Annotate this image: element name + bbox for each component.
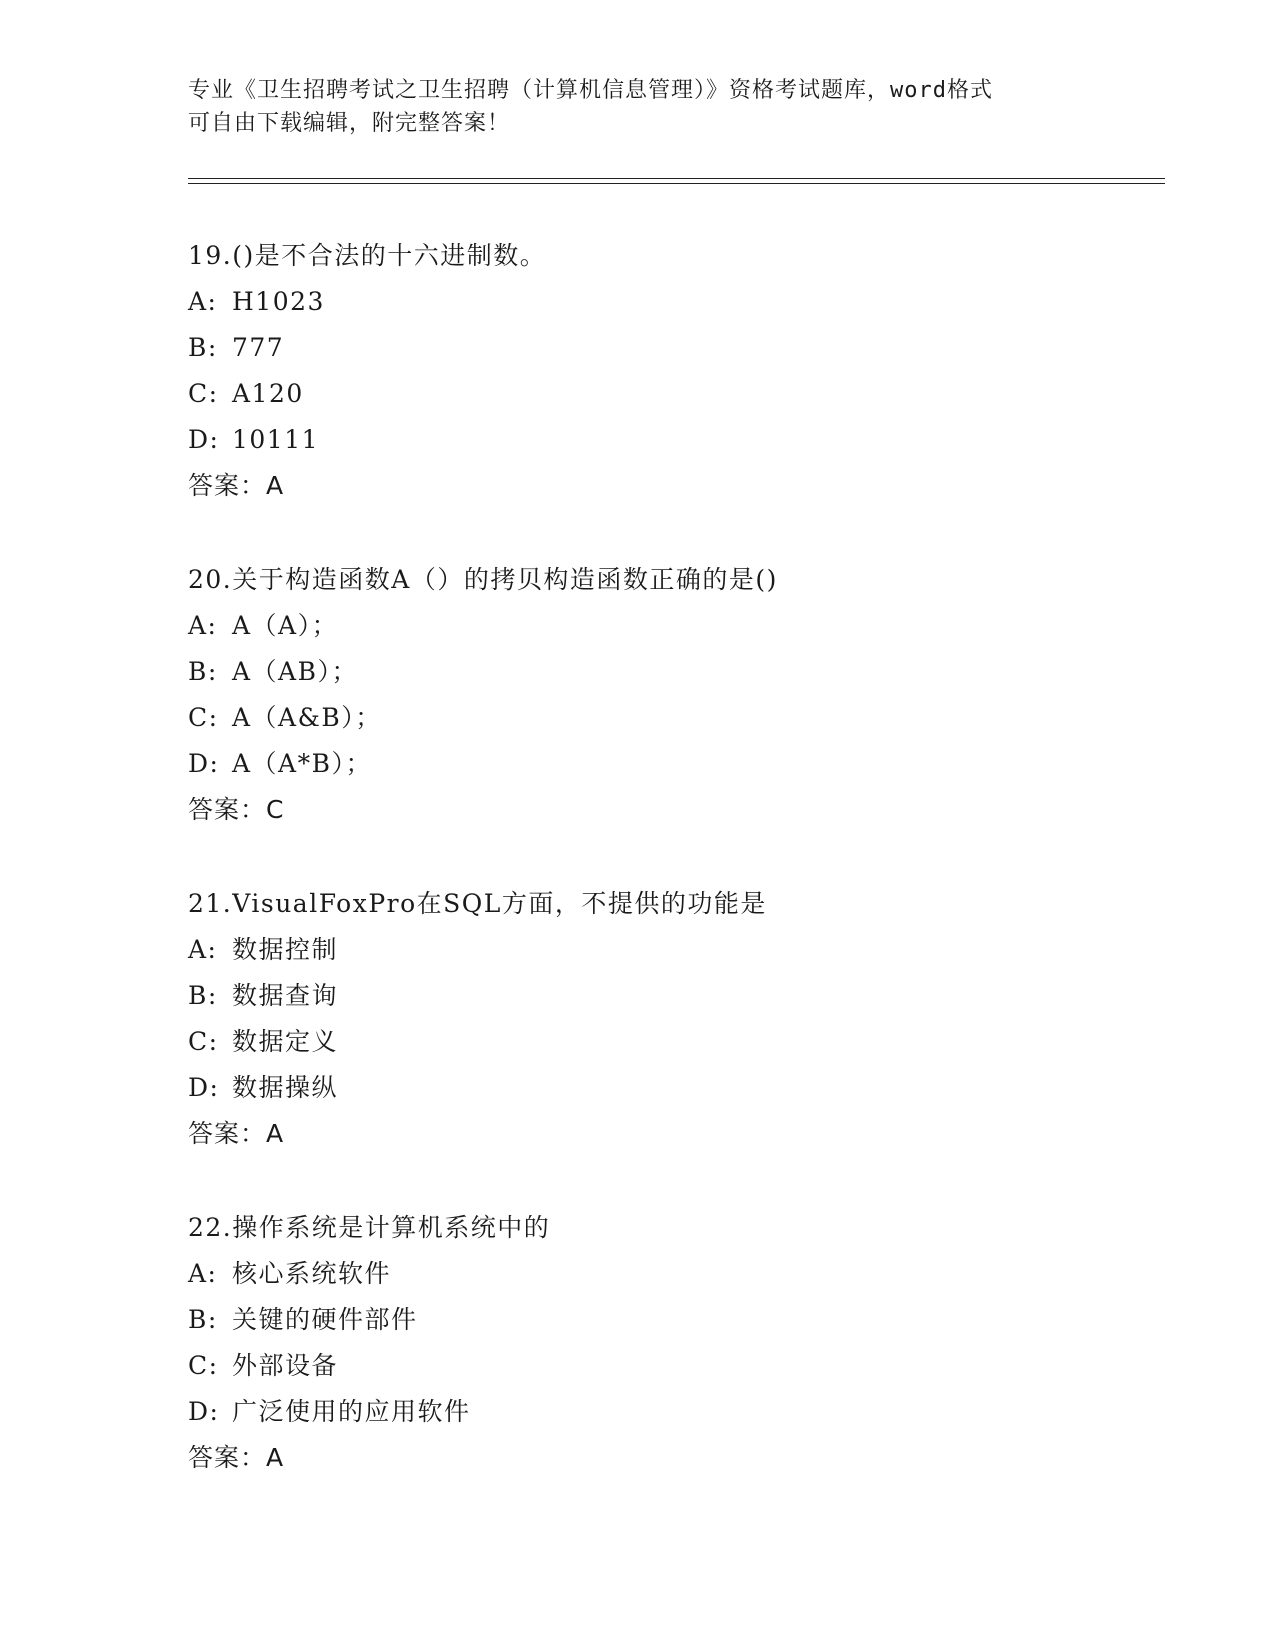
document-header <box>188 74 1088 140</box>
option-key: C: <box>188 379 219 408</box>
option-d <box>188 741 1168 787</box>
option-c <box>188 695 1168 741</box>
question-list <box>188 233 1168 1529</box>
option-key: D: <box>188 1073 220 1102</box>
option-text: H1023 <box>232 287 325 316</box>
option-text: 外部设备 <box>232 1351 339 1380</box>
option-key: A: <box>188 1259 218 1288</box>
question-19 <box>188 233 1168 509</box>
option-b <box>188 325 1168 371</box>
option-text: 数据控制 <box>232 935 339 964</box>
question-title: 21.VisualFoxPro在SQL方面，不提供的功能是 <box>188 889 767 918</box>
option-key: A: <box>188 611 218 640</box>
answer-label: 答案： <box>188 1443 267 1472</box>
option-a <box>188 603 1168 649</box>
option-text: 核心系统软件 <box>232 1259 392 1288</box>
question-20 <box>188 557 1168 833</box>
option-key: A: <box>188 287 218 316</box>
option-a <box>188 927 1168 973</box>
option-text: A120 <box>232 379 304 408</box>
option-c <box>188 1019 1168 1065</box>
option-key: D: <box>188 749 220 778</box>
answer-label: 答案： <box>188 1119 267 1148</box>
question-title: 22.操作系统是计算机系统中的 <box>188 1213 551 1242</box>
question-22 <box>188 1205 1168 1481</box>
option-key: B: <box>188 1305 218 1334</box>
answer-line <box>188 1111 1168 1157</box>
answer-value: C <box>266 795 285 824</box>
option-key: D: <box>188 1397 220 1426</box>
option-text: A（AB）； <box>232 657 358 686</box>
header-line-1: 专业《卫生招聘考试之卫生招聘（计算机信息管理）》资格考试题库，word格式 <box>188 78 993 103</box>
option-b <box>188 1297 1168 1343</box>
answer-label: 答案： <box>188 471 267 500</box>
header-divider-top <box>188 178 1165 179</box>
option-key: B: <box>188 333 218 362</box>
question-title: 20.关于构造函数A（）的拷贝构造函数正确的是() <box>188 565 778 594</box>
option-text: A（A*B）； <box>232 749 372 778</box>
option-c <box>188 371 1168 417</box>
question-21 <box>188 881 1168 1157</box>
answer-label: 答案： <box>188 795 267 824</box>
option-text: 广泛使用的应用软件 <box>232 1397 471 1426</box>
option-key: C: <box>188 703 219 732</box>
option-key: B: <box>188 981 218 1010</box>
answer-value: A <box>266 1119 285 1148</box>
answer-value: A <box>266 471 285 500</box>
option-text: 数据查询 <box>232 981 339 1010</box>
option-a <box>188 279 1168 325</box>
option-text: 数据操纵 <box>232 1073 339 1102</box>
option-a <box>188 1251 1168 1297</box>
header-line-2: 可自由下载编辑，附完整答案！ <box>188 111 511 136</box>
option-b <box>188 973 1168 1019</box>
option-text: 10111 <box>232 425 320 454</box>
option-text: A（A）； <box>232 611 339 640</box>
question-title: 19.()是不合法的十六进制数。 <box>188 241 547 270</box>
option-text: 777 <box>232 333 285 362</box>
option-text: 关键的硬件部件 <box>232 1305 418 1334</box>
option-b <box>188 649 1168 695</box>
option-key: D: <box>188 425 220 454</box>
option-d <box>188 1065 1168 1111</box>
option-d <box>188 1389 1168 1435</box>
option-key: A: <box>188 935 218 964</box>
answer-value: A <box>266 1443 285 1472</box>
option-d <box>188 417 1168 463</box>
answer-line <box>188 1435 1168 1481</box>
option-text: A（A&B）； <box>232 703 382 732</box>
option-key: B: <box>188 657 218 686</box>
answer-line <box>188 463 1168 509</box>
option-key: C: <box>188 1027 219 1056</box>
option-text: 数据定义 <box>232 1027 339 1056</box>
option-c <box>188 1343 1168 1389</box>
option-key: C: <box>188 1351 219 1380</box>
answer-line <box>188 787 1168 833</box>
header-divider-bottom <box>188 183 1165 184</box>
